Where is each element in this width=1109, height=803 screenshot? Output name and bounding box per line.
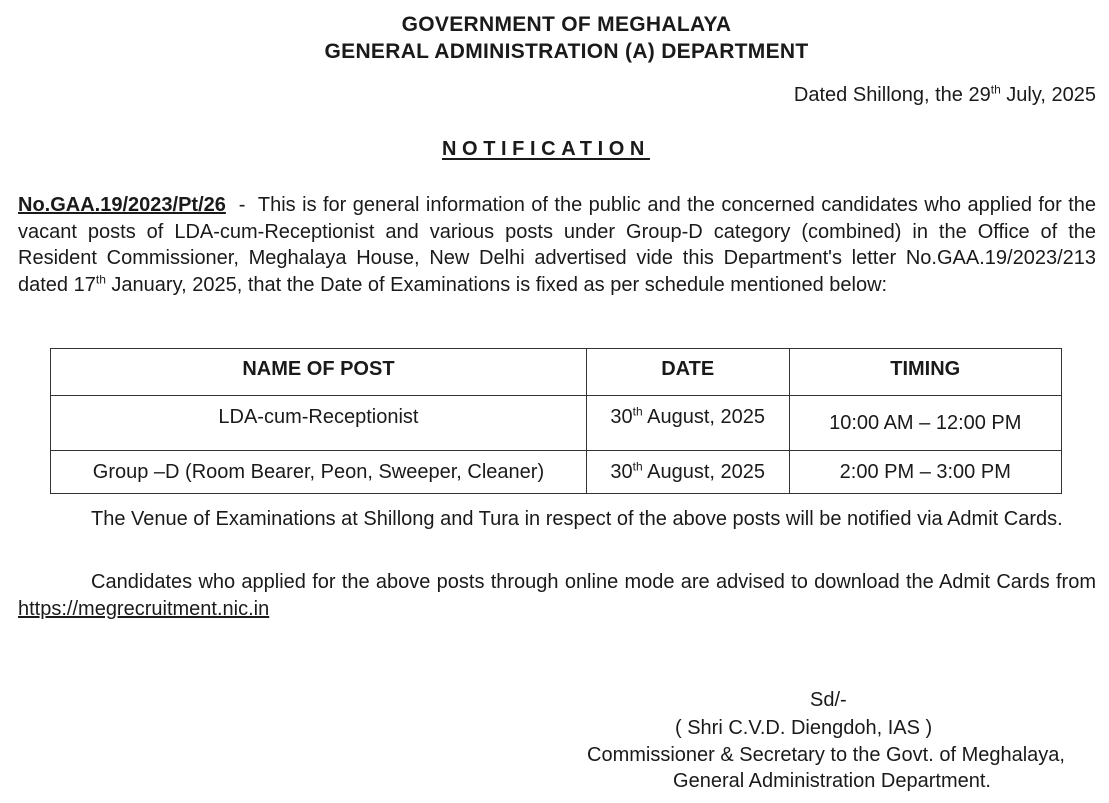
header-timing: TIMING bbox=[789, 349, 1061, 396]
candidates-text: Candidates who applied for the above posts through online mode are advised to download the Admit Cards from bbox=[91, 571, 1096, 593]
exam-date bbox=[586, 396, 789, 451]
schedule-table bbox=[50, 348, 1062, 494]
date-line bbox=[794, 84, 1096, 107]
date-prefix: Dated Shillong, the 29 bbox=[793, 84, 991, 106]
intro-text-2: January, 2025, that the Date of Examinations is fixed as per schedule mentioned below: bbox=[105, 273, 888, 296]
notification-title: NOTIFICATION bbox=[442, 138, 650, 160]
signatory-name: ( Shri C.V.D. Diengdoh, IAS ) bbox=[675, 717, 933, 739]
header-government: GOVERNMENT OF MEGHALAYA bbox=[401, 13, 732, 36]
table-row bbox=[51, 451, 1062, 494]
intro-sup: th bbox=[95, 271, 106, 286]
date-day: 30 bbox=[610, 405, 633, 428]
date-rest: August, 2025 bbox=[642, 405, 765, 428]
intro-text-1: - This is for general information of the public and the concerned candidates who applied for the vacant posts of LDA-cum-Receptionist and various posts under Group-D category (combined) in the Office of the Resident Commissioner, Meghalaya House, New Delhi advertised vide this Department's letter No.GAA.19/2023/213 dated 17 bbox=[18, 194, 1102, 296]
recruitment-link[interactable]: https://megrecruitment.nic.in bbox=[18, 598, 270, 620]
post-name: Group –D (Room Bearer, Peon, Sweeper, Cleaner) bbox=[51, 451, 587, 494]
date-day: 30 bbox=[610, 460, 633, 483]
date-sup: th bbox=[990, 82, 1001, 97]
table-header-row bbox=[51, 349, 1062, 396]
header-post: NAME OF POST bbox=[51, 349, 587, 396]
date-rest: August, 2025 bbox=[642, 460, 765, 483]
candidates-paragraph bbox=[18, 569, 1096, 623]
post-name: LDA-cum-Receptionist bbox=[51, 396, 587, 451]
exam-date bbox=[586, 451, 789, 494]
reference-number: No.GAA.19/2023/Pt/26 bbox=[18, 194, 226, 216]
header-department: GENERAL ADMINISTRATION (A) DEPARTMENT bbox=[324, 40, 809, 63]
signatory-department: General Administration Department. bbox=[673, 770, 991, 792]
date-suffix: July, 2025 bbox=[1000, 84, 1096, 106]
exam-timing: 10:00 AM – 12:00 PM bbox=[789, 396, 1061, 451]
date-sup: th bbox=[632, 458, 643, 473]
signature-sd: Sd/- bbox=[810, 689, 847, 711]
signatory-designation: Commissioner & Secretary to the Govt. of Meghalaya, bbox=[587, 744, 1065, 766]
date-sup: th bbox=[632, 403, 643, 418]
intro-paragraph bbox=[18, 192, 1102, 298]
table-row bbox=[51, 396, 1062, 451]
venue-paragraph: The Venue of Examinations at Shillong and Tura in respect of the above posts will be notified via Admit Cards. bbox=[91, 508, 1063, 530]
header-date: DATE bbox=[586, 349, 789, 396]
exam-timing: 2:00 PM – 3:00 PM bbox=[789, 451, 1061, 494]
